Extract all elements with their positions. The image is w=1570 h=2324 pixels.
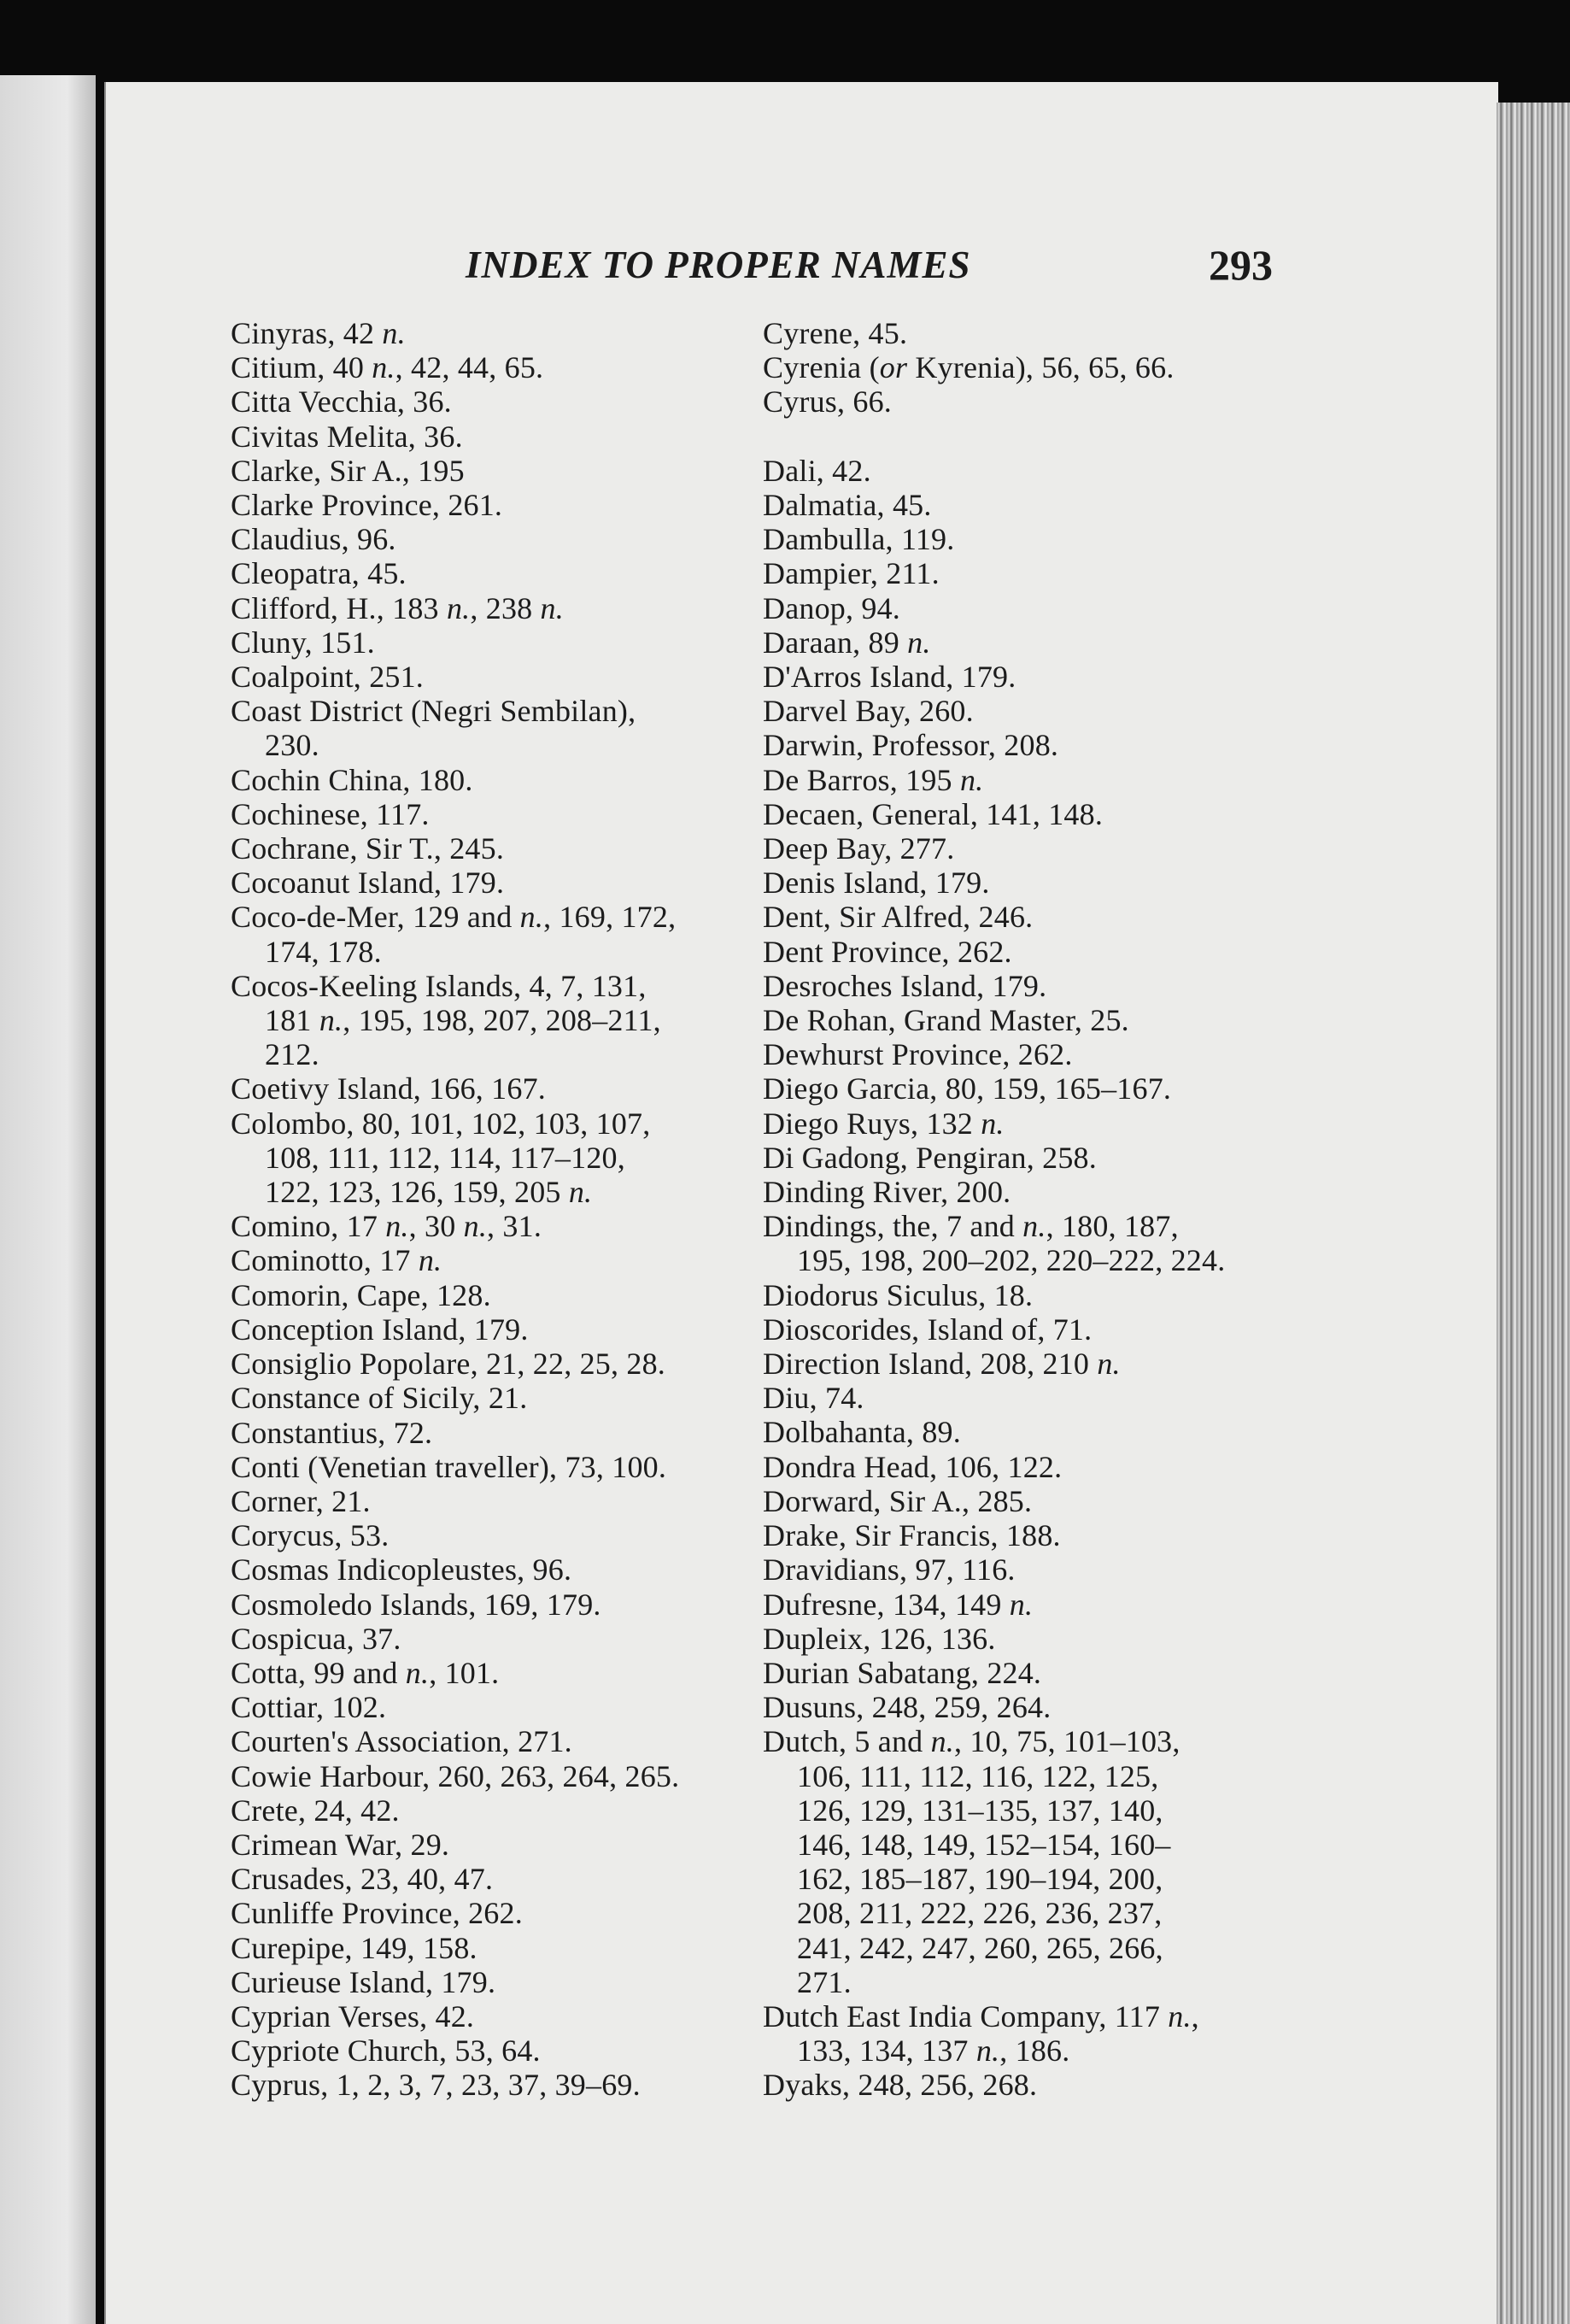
index-entry: Cospicua, 37. — [231, 1621, 401, 1656]
running-header: INDEX TO PROPER NAMES — [466, 244, 971, 286]
index-entry: Cotta, 99 and n., 101. — [231, 1655, 500, 1690]
index-entry: Cocos-Keeling Islands, 4, 7, 131, — [231, 968, 647, 1003]
index-entry: Diego Ruys, 132 n. — [763, 1106, 1005, 1141]
index-entry: Cyrus, 66. — [763, 384, 893, 420]
index-column-right — [763, 316, 1258, 2103]
index-entry: Crimean War, 29. — [231, 1827, 450, 1862]
index-entry — [763, 420, 1258, 454]
index-entry: Dupleix, 126, 136. — [763, 1621, 996, 1656]
index-entry: Constantius, 72. — [231, 1415, 433, 1450]
index-entry: Coco-de-Mer, 129 and n., 169, 172, — [231, 900, 677, 935]
index-entry: Coalpoint, 251. — [231, 660, 424, 695]
index-entry: De Barros, 195 n. — [763, 762, 984, 797]
index-entry: Clifford, H., 183 n., 238 n. — [231, 590, 564, 625]
index-entry: 108, 111, 112, 114, 117–120, — [265, 1140, 625, 1175]
index-entry: Drake, Sir Francis, 188. — [763, 1518, 1061, 1553]
index-entry: Dutch East India Company, 117 n., — [763, 1998, 1199, 2034]
index-entry: Dusuns, 248, 259, 264. — [763, 1690, 1052, 1725]
index-entry: 230. — [265, 728, 319, 763]
index-entry: Comino, 17 n., 30 n., 31. — [231, 1209, 542, 1244]
index-entry: Cosmoledo Islands, 169, 179. — [231, 1587, 601, 1622]
index-entry: Cominotto, 17 n. — [231, 1243, 442, 1278]
index-column-left — [231, 316, 726, 2103]
index-entry: Diodorus Siculus, 18. — [763, 1277, 1034, 1312]
index-entry: De Rohan, Grand Master, 25. — [763, 1003, 1129, 1038]
index-entry: Crete, 24, 42. — [231, 1793, 400, 1828]
index-entry: Dampier, 211. — [763, 556, 940, 591]
index-entry: Dyaks, 248, 256, 268. — [763, 2068, 1038, 2103]
index-entry: Cochin China, 180. — [231, 762, 473, 797]
index-entry: 162, 185–187, 190–194, 200, — [797, 1862, 1163, 1897]
index-entry: 146, 148, 149, 152–154, 160– — [797, 1827, 1171, 1862]
index-entry: Corycus, 53. — [231, 1518, 390, 1553]
index-entry: Citium, 40 n., 42, 44, 65. — [231, 350, 544, 385]
index-entry: Cocoanut Island, 179. — [231, 866, 505, 901]
index-entry: Desroches Island, 179. — [763, 968, 1047, 1003]
index-entry: 195, 198, 200–202, 220–222, 224. — [797, 1243, 1226, 1278]
index-entry: 126, 129, 131–135, 137, 140, — [797, 1793, 1163, 1828]
index-entry: Direction Island, 208, 210 n. — [763, 1347, 1121, 1382]
index-entry: Dent Province, 262. — [763, 934, 1012, 969]
index-entry: Cyrenia (or Kyrenia), 56, 65, 66. — [763, 350, 1175, 385]
index-entry: Cinyras, 42 n. — [231, 316, 406, 350]
index-entry: Curepipe, 149, 158. — [231, 1930, 477, 1965]
index-entry: Darwin, Professor, 208. — [763, 728, 1059, 763]
index-entry: Clarke Province, 261. — [231, 488, 503, 523]
index-entry: Comorin, Cape, 128. — [231, 1277, 491, 1312]
index-entry: Dufresne, 134, 149 n. — [763, 1587, 1034, 1622]
index-entry: Consiglio Popolare, 21, 22, 25, 28. — [231, 1347, 665, 1382]
index-entry: Durian Sabatang, 224. — [763, 1655, 1042, 1690]
index-entry: 122, 123, 126, 159, 205 n. — [265, 1175, 593, 1210]
index-entry: Cowie Harbour, 260, 263, 264, 265. — [231, 1758, 680, 1793]
index-entry: 133, 134, 137 n., 186. — [797, 2034, 1070, 2069]
index-entry: Dolbahanta, 89. — [763, 1415, 961, 1450]
index-entry: Dindings, the, 7 and n., 180, 187, — [763, 1209, 1179, 1244]
index-entry: Deep Bay, 277. — [763, 831, 955, 866]
index-entry: Coast District (Negri Sembilan), — [231, 694, 636, 729]
index-entry: Colombo, 80, 101, 102, 103, 107, — [231, 1106, 651, 1141]
index-entry: 181 n., 195, 198, 207, 208–211, — [265, 1003, 661, 1038]
index-entry: Cottiar, 102. — [231, 1690, 387, 1725]
index-entry: Cyrene, 45. — [763, 316, 908, 350]
index-entry: Claudius, 96. — [231, 522, 396, 557]
index-entry: Clarke, Sir A., 195 — [231, 453, 465, 488]
index-entry: 174, 178. — [265, 934, 382, 969]
index-entry: Denis Island, 179. — [763, 866, 990, 901]
index-entry: Dent, Sir Alfred, 246. — [763, 900, 1034, 935]
index-entry: Dravidians, 97, 116. — [763, 1552, 1016, 1587]
index-entry: Cleopatra, 45. — [231, 556, 407, 591]
index-entry: Cosmas Indicopleustes, 96. — [231, 1552, 572, 1587]
index-entry: Dinding River, 200. — [763, 1175, 1011, 1210]
index-entry: 271. — [797, 1964, 852, 1999]
index-entry: Cluny, 151. — [231, 625, 375, 660]
index-entry: Dewhurst Province, 262. — [763, 1037, 1073, 1072]
index-entry: 106, 111, 112, 116, 122, 125, — [797, 1758, 1159, 1793]
index-entry: Crusades, 23, 40, 47. — [231, 1862, 494, 1897]
index-entry: 208, 211, 222, 226, 236, 237, — [797, 1896, 1163, 1931]
index-entry: 212. — [265, 1037, 319, 1072]
index-entry: Dorward, Sir A., 285. — [763, 1483, 1033, 1518]
index-entry: Diego Garcia, 80, 159, 165–167. — [763, 1071, 1172, 1106]
index-entry: Di Gadong, Pengiran, 258. — [763, 1140, 1097, 1175]
index-entry: Conti (Venetian traveller), 73, 100. — [231, 1449, 667, 1484]
index-entry: Daraan, 89 n. — [763, 625, 931, 660]
index-entry: Dambulla, 119. — [763, 522, 955, 557]
index-entry: Dondra Head, 106, 122. — [763, 1449, 1063, 1484]
index-entry: Cypriote Church, 53, 64. — [231, 2034, 541, 2069]
index-entry: Cyprian Verses, 42. — [231, 1998, 475, 2034]
index-entry: Dioscorides, Island of, 71. — [763, 1312, 1093, 1347]
facing-page-edge — [0, 75, 96, 2324]
index-entry: Civitas Melita, 36. — [231, 419, 463, 454]
index-entry: D'Arros Island, 179. — [763, 660, 1016, 695]
index-entry: Cunliffe Province, 262. — [231, 1896, 523, 1931]
index-entry: Decaen, General, 141, 148. — [763, 796, 1104, 831]
index-entry: Diu, 74. — [763, 1381, 864, 1416]
index-entry: Cochinese, 117. — [231, 796, 430, 831]
index-entry: Coetivy Island, 166, 167. — [231, 1071, 546, 1106]
index-entry: Cochrane, Sir T., 245. — [231, 831, 505, 866]
page-stack-edge — [1497, 103, 1570, 2324]
index-entry: Courten's Association, 271. — [231, 1724, 572, 1759]
index-entry: Conception Island, 179. — [231, 1312, 529, 1347]
index-entry: Constance of Sicily, 21. — [231, 1381, 528, 1416]
index-entry: Cyprus, 1, 2, 3, 7, 23, 37, 39–69. — [231, 2068, 641, 2103]
index-entry: Corner, 21. — [231, 1483, 371, 1518]
index-entry: Dalmatia, 45. — [763, 488, 932, 522]
index-entry: Darvel Bay, 260. — [763, 694, 974, 729]
index-entry: 241, 242, 247, 260, 265, 266, — [797, 1930, 1163, 1965]
index-entry: Dali, 42. — [763, 453, 871, 488]
index-entry: Citta Vecchia, 36. — [231, 384, 452, 420]
index-entry: Danop, 94. — [763, 590, 900, 625]
index-entry: Curieuse Island, 179. — [231, 1964, 496, 1999]
page-number: 293 — [1209, 241, 1273, 289]
index-entry: Dutch, 5 and n., 10, 75, 101–103, — [763, 1724, 1180, 1759]
